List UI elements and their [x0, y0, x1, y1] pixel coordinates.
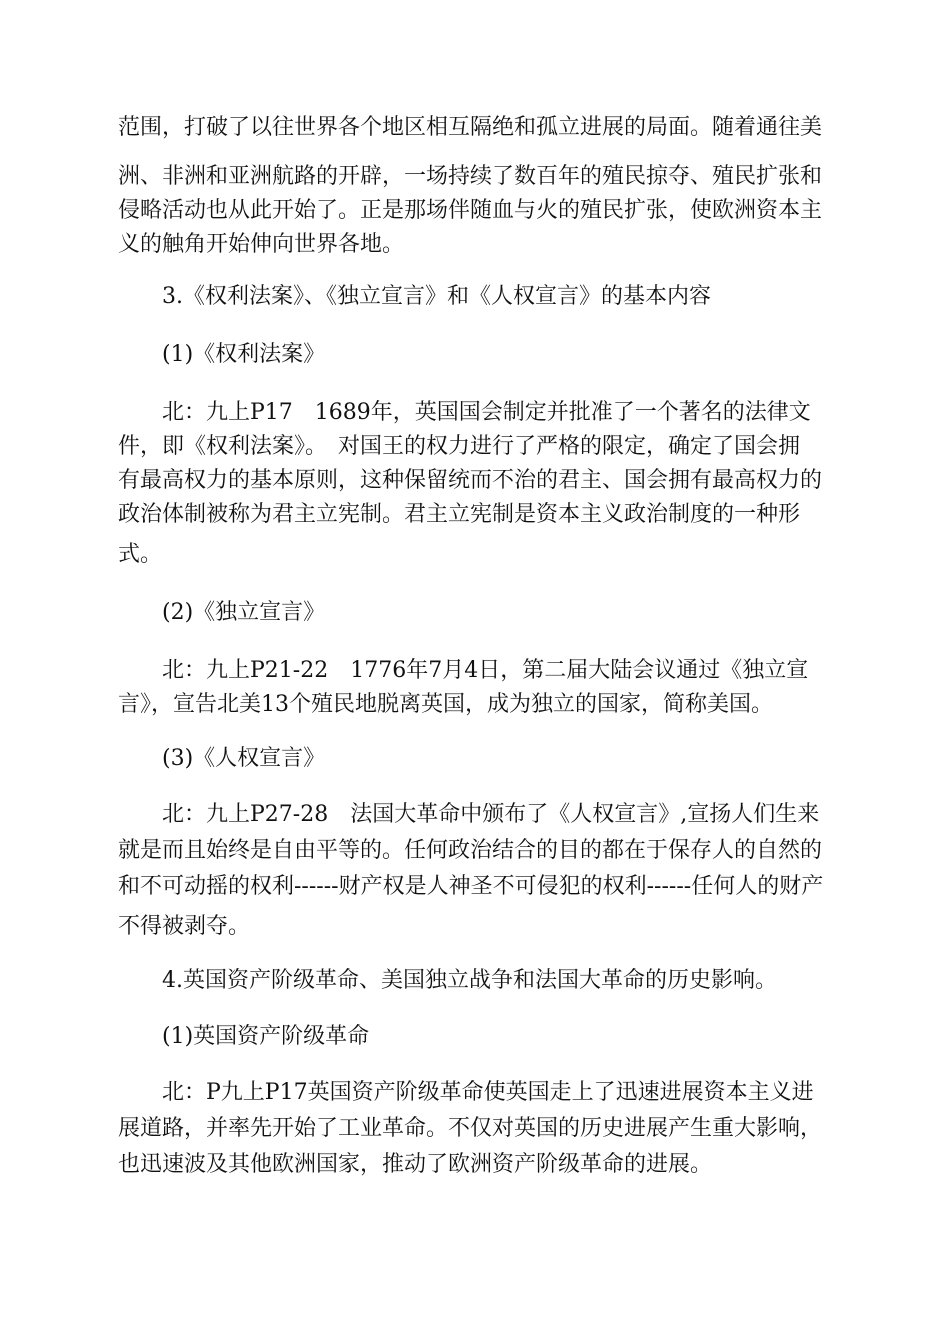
text-line: 件，即《权利法案》。 对国王的权力进行了严格的限定，确定了国会拥 — [118, 434, 801, 459]
subheading-bill-of-rights: (1)《权利法案》 — [162, 342, 326, 367]
text-line: 言》，宣告北美13个殖民地脱离英国，成为独立的国家，简称美国。 — [118, 692, 773, 717]
text-line: 侵略活动也从此开始了。正是那场伴随血与火的殖民扩张，使欧洲资本主 — [118, 198, 823, 223]
text-line: 有最高权力的基本原则，这种保留统而不治的君主、国会拥有最高权力的 — [118, 468, 823, 493]
text-line: 北：P九上P17英国资产阶级革命使英国走上了迅速进展资本主义进 — [162, 1080, 814, 1105]
text-line: 北：九上P21-22 1776年7月4日，第二届大陆会议通过《独立宣 — [162, 658, 809, 683]
text-line: 范围，打破了以往世界各个地区相互隔绝和孤立进展的局面。随着通往美 — [118, 115, 823, 140]
text-line: 展道路，并率先开始了工业革命。不仅对英国的历史进展产生重大影响， — [118, 1116, 823, 1141]
text-line: 义的触角开始伸向世界各地。 — [118, 232, 405, 257]
text-line: 就是而且始终是自由平等的。任何政治结合的目的都在于保存人的自然的 — [118, 838, 823, 863]
text-line: 政治体制被称为君主立宪制。君主立宪制是资本主义政治制度的一种形 — [118, 502, 801, 527]
subheading-declaration-of-independence: (2)《独立宣言》 — [162, 600, 326, 625]
text-line: 和不可动摇的权利------财产权是人神圣不可侵犯的权利------任何人的财产 — [118, 874, 824, 899]
text-line: 不得被剥夺。 — [118, 914, 251, 939]
text-line: 也迅速波及其他欧洲国家，推动了欧洲资产阶级革命的进展。 — [118, 1152, 713, 1177]
text-line: 北：九上P17 1689年，英国国会制定并批准了一个著名的法律文 — [162, 400, 811, 425]
text-line: 式。 — [118, 542, 163, 567]
section-heading-3: 3.《权利法案》、《独立宣言》和《人权宣言》的基本内容 — [162, 284, 711, 309]
section-heading-4: 4.英国资产阶级革命、美国独立战争和法国大革命的历史影响。 — [162, 968, 777, 993]
subheading-declaration-of-rights: (3)《人权宣言》 — [162, 746, 326, 771]
subheading-english-revolution: (1)英国资产阶级革命 — [162, 1024, 370, 1049]
text-line: 北：九上P27-28 法国大革命中颁布了《人权宣言》,宣扬人们生来 — [162, 802, 820, 827]
text-line: 洲、非洲和亚洲航路的开辟，一场持续了数百年的殖民掠夺、殖民扩张和 — [118, 164, 823, 189]
